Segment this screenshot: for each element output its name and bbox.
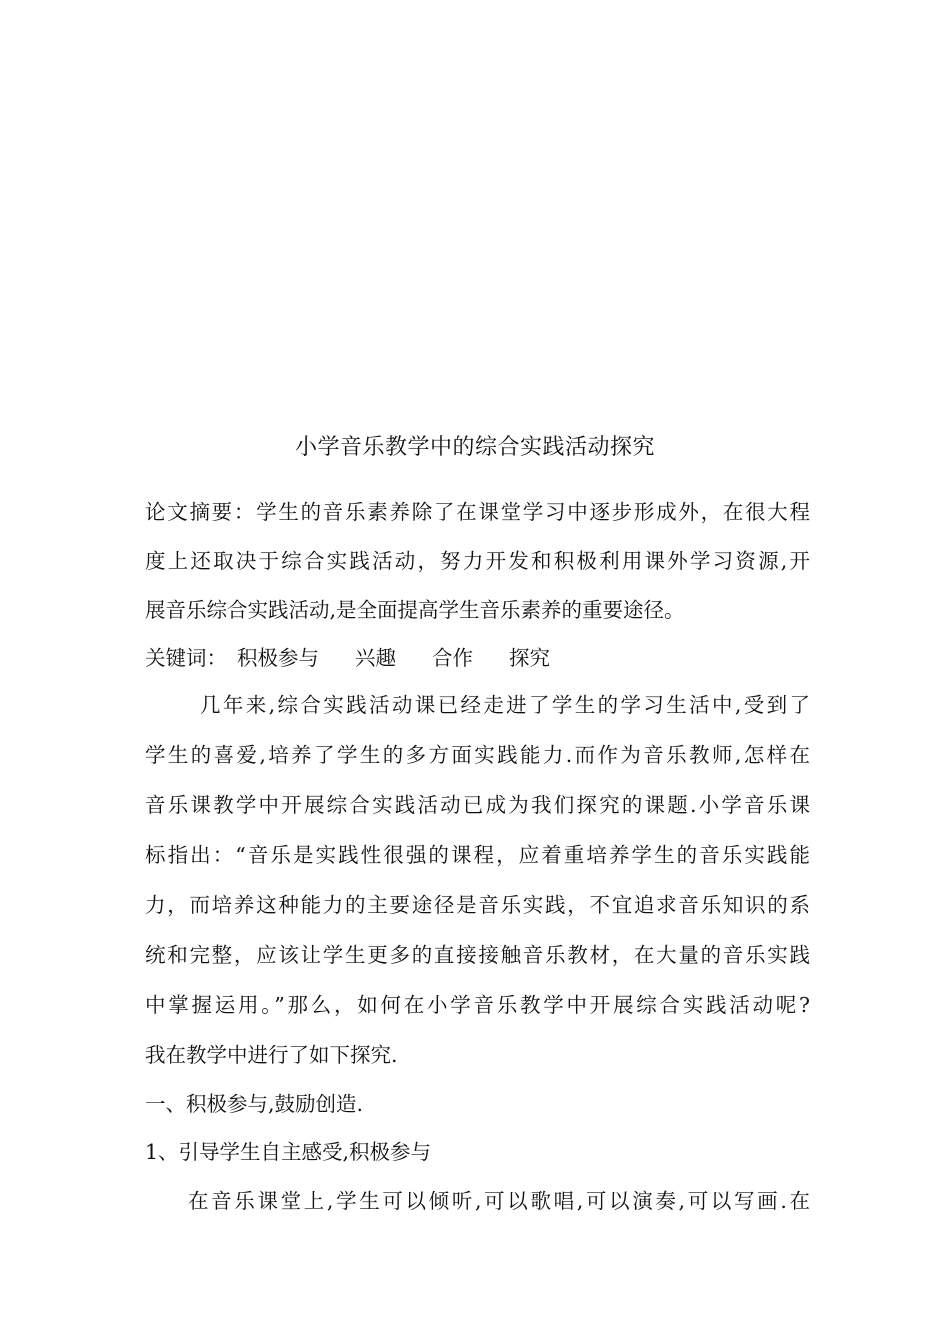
body-line-5: 力，而培养这种能力的主要途径是音乐实践，不宜追求音乐知识的系 [145,893,810,917]
document-title: 小学音乐教学中的综合实践活动探究 [294,435,655,460]
abstract-line-2: 度上还取决于综合实践活动，努力开发和积极利用课外学习资源,开 [145,549,810,573]
keyword-item: 合作 [432,646,473,670]
keyword-item: 兴趣 [355,646,396,670]
keyword-item: 积极参与 [237,646,319,670]
body-line-8: 我在教学中进行了如下探究. [145,1043,398,1067]
body-line-2: 学生的喜爱,培养了学生的多方面实践能力.而作为音乐教师,怎样在 [145,743,810,767]
paragraph-line: 在音乐课堂上,学生可以倾听,可以歌唱,可以演奏,可以写画.在 [188,1189,810,1213]
body-line-1: 几年来,综合实践活动课已经走进了学生的学习生活中,受到了 [200,693,810,717]
body-line-3: 音乐课教学中开展综合实践活动已成为我们探究的课题.小学音乐课 [145,793,810,817]
keywords-label: 关键词： [145,646,227,670]
abstract-line-3: 展音乐综合实践活动,是全面提高学生音乐素养的重要途径。 [145,598,685,622]
body-line-4: 标指出：“音乐是实践性很强的课程，应着重培养学生的音乐实践能 [145,843,810,867]
subsection-heading: 1、引导学生自主感受,积极参与 [145,1140,432,1164]
keywords-line [145,643,810,673]
body-line-7: 中掌握运用。”那么，如何在小学音乐教学中开展综合实践活动呢? [145,993,810,1017]
section-heading: 一、积极参与,鼓励创造. [145,1092,364,1116]
body-line-6: 统和完整，应该让学生更多的直接接触音乐教材，在大量的音乐实践 [145,943,810,967]
abstract-line-1: 论文摘要：学生的音乐素养除了在课堂学习中逐步形成外，在很大程 [145,500,810,524]
keyword-item: 探究 [509,646,550,670]
